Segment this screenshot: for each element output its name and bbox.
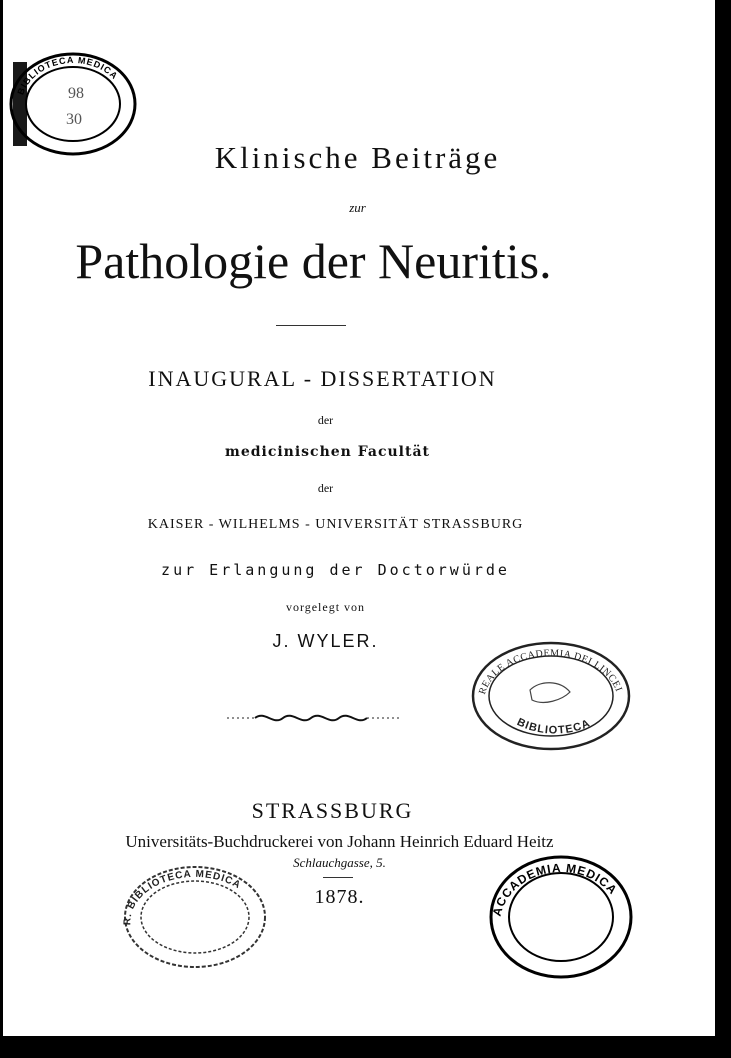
svg-text:30: 30: [66, 111, 82, 128]
ornament-flourish: [225, 706, 405, 730]
stamp-middle-right-bottom-text: BIBLIOTECA: [514, 716, 593, 737]
scan-edge-bottom: [0, 1036, 731, 1058]
stamp-top-left-text: BIBLIOTECA MEDICA: [15, 54, 121, 97]
svg-text:98: 98: [68, 85, 84, 102]
author-name: J. WYLER.: [272, 631, 379, 651]
address-line: Schlauchgasse, 5.: [293, 855, 386, 870]
printer-line: Universitäts-Buchdruckerei von Johann Heinrich Eduard Heitz: [125, 832, 554, 851]
stamp-bottom-right-text: ACCADEMIA MEDICA: [489, 860, 621, 918]
title-line: Klinische Beiträge: [214, 140, 501, 175]
presented-by-line: vorgelegt von: [285, 600, 366, 614]
dissertation-label: INAUGURAL - DISSERTATION: [148, 366, 497, 391]
stamp-middle-right-top-text: REALE ACCADEMIA DEI LINCEI: [477, 647, 625, 696]
stamp-bottom-left-text: R. BIBLIOTECA MEDICA: [122, 868, 243, 926]
year-line: 1878.: [314, 886, 365, 908]
der-line-2: der: [317, 481, 334, 495]
scan-edge-right: [715, 0, 731, 1058]
year-rule: [323, 877, 353, 878]
academy-stamp-bottom-right: [486, 852, 636, 982]
main-title: Pathologie der Neuritis.: [75, 233, 552, 289]
faculty-line: medicinischen Facultät: [225, 444, 430, 460]
university-line: KAISER - WILHELMS - UNIVERSITÄT STRASSBURG: [147, 517, 524, 532]
academy-stamp-middle-right: [470, 640, 632, 752]
library-stamp-bottom-left: [120, 862, 270, 972]
purpose-line: zur Erlangung der Doctorwürde: [161, 561, 510, 579]
divider-rule: [276, 325, 346, 326]
city-line: STRASSBURG: [251, 798, 414, 823]
zur-line: zur: [349, 200, 366, 215]
der-line-1: der: [317, 413, 334, 427]
